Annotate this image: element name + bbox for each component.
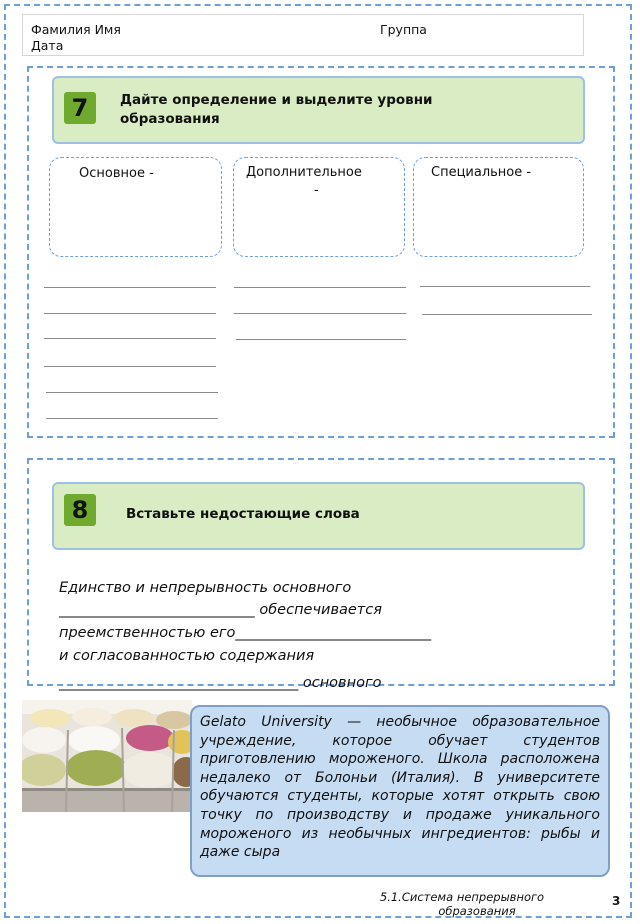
task8-text-line3[interactable]: преемственностью его___________________________ [59,625,432,641]
answer-line[interactable] [236,339,406,340]
answer-line[interactable] [422,314,592,315]
answer-line[interactable] [44,313,216,314]
gelato-photo [22,700,192,812]
task8-text-line1: Единство и непрерывность основного [59,580,352,596]
answer-line[interactable] [234,313,406,314]
category-label-additional-dash: - [314,183,319,198]
task8-instruction: Вставьте недостающие слова [126,506,360,522]
task8-text-line2[interactable]: ___________________________ обеспечивается [59,602,382,618]
footer-topic-line1: 5.1.Система непрерывного [379,890,545,904]
category-label-special: Специальное - [431,165,532,180]
answer-line[interactable] [44,366,216,367]
answer-line[interactable] [44,287,216,288]
footer-topic [352,890,572,918]
category-label-additional: Дополнительное [246,165,362,180]
task8-text-line4: и согласованностью содержания [59,648,315,664]
footer-topic-line2: образования [438,904,516,918]
group-label: Группа [380,22,427,37]
task7-instruction-line2: образования [120,111,220,127]
page-number: 3 [612,894,621,908]
answer-line[interactable] [44,338,216,339]
task8-text-line5[interactable]: _________________________________ основного [59,675,382,691]
name-label: Фамилия Имя [31,22,121,37]
answer-line[interactable] [46,392,218,393]
date-label: Дата [31,38,64,53]
task7-number: 7 [64,92,96,124]
answer-line[interactable] [234,287,406,288]
answer-line[interactable] [46,418,218,419]
task7-instruction-line1: Дайте определение и выделите уровни [120,92,433,108]
task8-number: 8 [64,494,96,526]
category-label-basic: Основное - [79,166,154,181]
info-text: Gelato University — необычное образовательное учреждение, которое обучает студентов приготовлению мороженого. Школа расположена недалеко от Болоньи (Италия). В университете обучаются студенты, которые хотят открыть свою точку по производству и продаже уникального мороженого из необычных ингредиентов: рыбы и даже сыра [200,714,600,861]
answer-line[interactable] [420,286,590,287]
